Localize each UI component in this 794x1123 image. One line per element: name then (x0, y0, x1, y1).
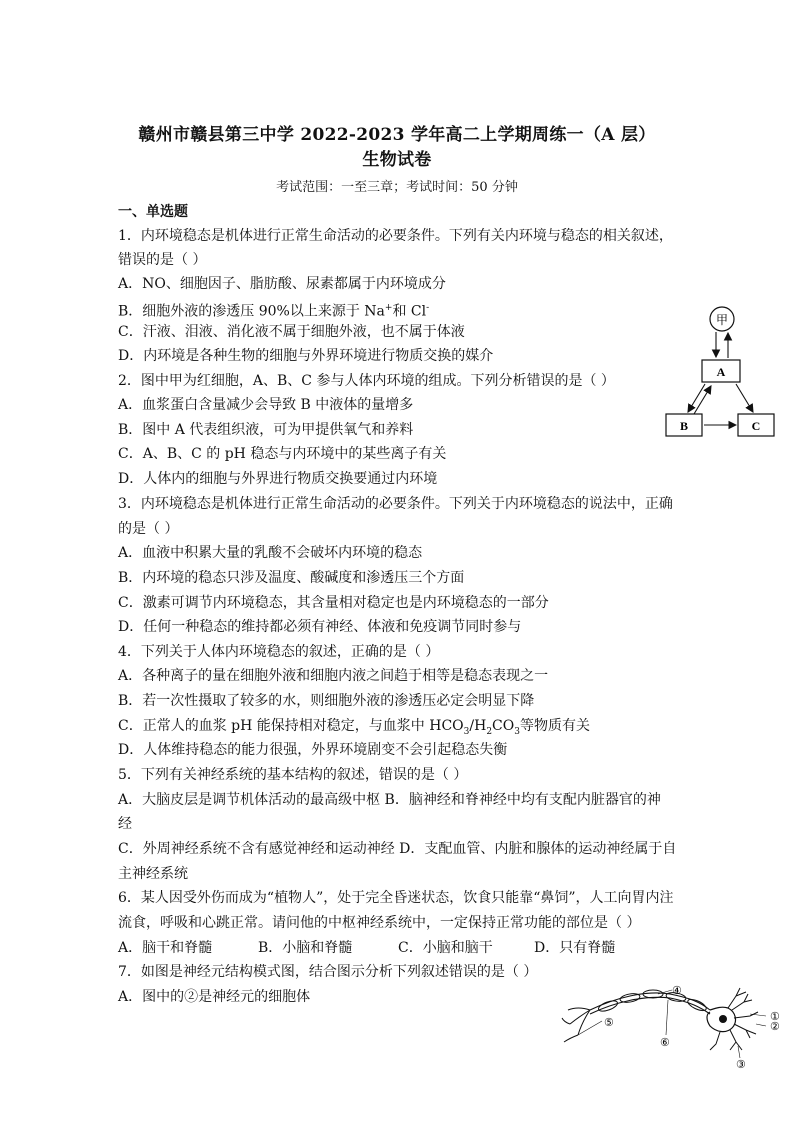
q3-stem-line1: 3．内环境稳态是机体进行正常生命活动的必要条件。下列关于内环境稳态的说法中，正确 (118, 496, 673, 512)
q6-option-a: A．脑干和脊髓 (118, 940, 213, 956)
q7-option-a: A．图中的②是神经元的细胞体 (118, 989, 311, 1005)
q3-option-b: B．内环境的稳态只涉及温度、酸碱度和渗透压三个方面 (118, 570, 465, 586)
fluid-exchange-diagram (660, 302, 780, 442)
neuron-label-4: ④ (672, 985, 682, 997)
q1-option-c: C．汗液、泪液、消化液不属于细胞外液，也不属于体液 (118, 324, 465, 340)
exam-title-line2: 生物试卷 (362, 150, 432, 170)
q4-option-c: C．正常人的血浆 pH 能保持相对稳定，与血浆中 $HCO_3/H_2CO_3$等物质有关 (118, 718, 590, 737)
neuron-label-6: ⑥ (660, 1037, 670, 1049)
q5-options-ab-line2: 经 (118, 816, 132, 832)
q6-stem-line1: 6．某人因受外伤而成为“植物人”，处于完全昏迷状态，饮食只能靠“鼻饲”，人工向胃内注 (118, 890, 674, 906)
q1-option-b: B．细胞外液的渗透压 90%以上来源于 Na+和 Cl- (118, 303, 430, 320)
section-heading: 一、单选题 (118, 204, 188, 220)
q5-options-cd-line2: 主神经系统 (118, 866, 188, 882)
q4-stem: 4．下列关于人体内环境稳态的叙述，正确的是（ ） (118, 644, 440, 660)
q4-option-b: B．若一次性摄取了较多的水，则细胞外液的渗透压必定会明显下降 (118, 693, 535, 709)
q2-option-c: C．A、B、C 的 pH 稳态与内环境中的某些离子有关 (118, 446, 447, 462)
diagram-node-jia: 甲 (715, 313, 729, 327)
q4-option-d: D．人体维持稳态的能力很强，外界环境剧变不会引起稳态失衡 (118, 742, 508, 758)
q2-option-a: A．血浆蛋白含量减少会导致 B 中液体的量增多 (118, 397, 414, 413)
q6-option-b: B．小脑和脊髓 (258, 940, 353, 956)
q3-option-c: C．激素可调节内环境稳态，其含量相对稳定也是内环境稳态的一部分 (118, 595, 549, 611)
q1-stem-line2: 错误的是（ ） (118, 252, 207, 268)
neuron-diagram (560, 980, 780, 1075)
neuron-label-1: ① (770, 1011, 780, 1023)
q1-option-d: D．内环境是各种生物的细胞与外界环境进行物质交换的媒介 (118, 348, 494, 364)
exam-title-line1: 赣州市赣县第三中学 2022-2023 学年高二上学期周练一（A 层） (138, 125, 656, 145)
diagram-node-a: A (716, 365, 726, 379)
neuron-label-5: ⑤ (604, 1017, 614, 1029)
neuron-label-2: ② (770, 1021, 780, 1033)
q2-option-d: D．人体内的细胞与外界进行物质交换要通过内环境 (118, 471, 438, 487)
q1-option-a: A．NO、细胞因子、脂肪酸、尿素都属于内环境成分 (118, 276, 446, 292)
q5-options-ab-line1: A．大脑皮层是调节机体活动的最高级中枢 B．脑神经和脊神经中均有支配内脏器官的神 (118, 792, 661, 808)
q4-option-a: A．各种离子的量在细胞外液和细胞内液之间趋于相等是稳态表现之一 (118, 668, 549, 684)
q2-stem: 2．图中甲为红细胞，A、B、C 参与人体内环境的组成。下列分析错误的是（ ） (118, 373, 615, 389)
q7-stem: 7．如图是神经元结构模式图，结合图示分析下列叙述错误的是（ ） (118, 964, 538, 980)
q6-stem-line2: 流食，呼吸和心跳正常。请问他的中枢神经系统中，一定保持正常功能的部位是（ ） (118, 915, 641, 931)
exam-info: 考试范围：一至三章；考试时间：50 分钟 (276, 180, 518, 195)
q1-stem-line1: 1．内环境稳态是机体进行正常生命活动的必要条件。下列有关内环境与稳态的相关叙述， (118, 228, 673, 244)
q6-option-c: C．小脑和脑干 (398, 940, 493, 956)
q2-option-b: B．图中 A 代表组织液，可为甲提供氧气和养料 (118, 422, 414, 438)
diagram-node-c: C (751, 419, 761, 433)
neuron-label-3: ③ (736, 1059, 746, 1071)
q5-options-cd-line1: C．外周神经系统不含有感觉神经和运动神经 D．支配血管、内脏和腺体的运动神经属于自 (118, 841, 677, 857)
q6-option-d: D．只有脊髓 (534, 940, 616, 956)
q3-option-a: A．血液中积累大量的乳酸不会破坏内环境的稳态 (118, 545, 423, 561)
q5-stem: 5．下列有关神经系统的基本结构的叙述，错误的是（ ） (118, 767, 468, 783)
q3-option-d: D．任何一种稳态的维持都必须有神经、体液和免疫调节同时参与 (118, 619, 522, 635)
q3-stem-line2: 的是（ ） (118, 521, 179, 537)
diagram-node-b: B (679, 419, 689, 433)
